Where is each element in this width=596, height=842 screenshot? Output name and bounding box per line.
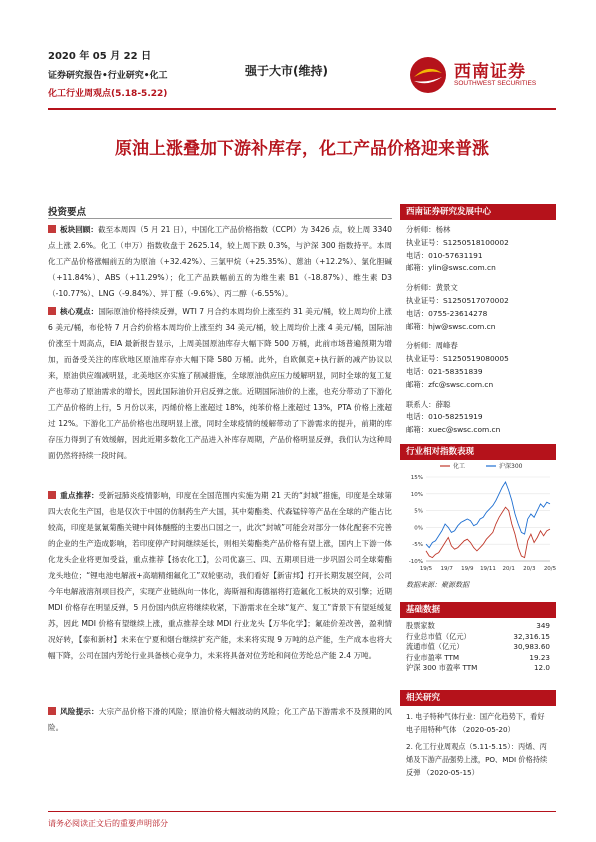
x-tick-label: 19/5 — [419, 566, 433, 572]
analyst-role: 联系人：薛聪 — [406, 399, 451, 409]
analyst-tel: 电话：0755-23614278 — [406, 308, 488, 318]
weekly-title: 化工行业周观点(5.18-5.22) — [48, 89, 168, 99]
research-center — [400, 204, 556, 441]
table-row — [406, 653, 550, 664]
research-center-title: 西南证券研究发展中心 — [400, 204, 556, 220]
table-row — [406, 621, 550, 632]
x-tick-label: 20/1 — [502, 566, 515, 572]
bullet-icon — [48, 707, 56, 715]
report-type: 证券研究报告•行业研究•化工 — [48, 71, 168, 81]
point-review — [48, 222, 392, 302]
analyst-tel: 电话：010-57631191 — [406, 250, 483, 260]
y-tick-label: -5% — [412, 542, 423, 549]
y-tick-label: 10% — [410, 491, 423, 498]
bullet-icon — [48, 307, 56, 315]
chart-source: 数据来源：聚源数据 — [406, 581, 469, 589]
key-value: 19.23 — [529, 652, 550, 662]
analyst-mail[interactable]: 邮箱：hjw@swsc.com.cn — [406, 321, 496, 331]
bullet-icon — [48, 491, 56, 499]
point-core — [48, 304, 392, 464]
analyst-cert: 执业证号：S1250518100002 — [406, 237, 509, 247]
key-value: 32,316.15 — [513, 631, 550, 641]
company-logo — [408, 55, 558, 95]
point-recommend — [48, 488, 392, 664]
key-data — [400, 602, 556, 677]
chart-svg — [400, 459, 556, 577]
y-tick-label: 0% — [414, 525, 423, 532]
table-row — [406, 632, 550, 643]
analyst-role: 分析师：黄景文 — [406, 283, 458, 293]
key-label: 沪深 300 市盈率 TTM — [406, 663, 478, 673]
key-label: 行业市盈率 TTM — [406, 652, 460, 662]
rating: 强于大市(维持) — [245, 64, 328, 78]
logo-en: SOUTHWEST SECURITIES — [454, 80, 537, 87]
legend-label: 沪深300 — [499, 463, 523, 470]
key-data-table — [406, 621, 550, 674]
analyst-cert: 执业证号：S1250517070002 — [406, 295, 509, 305]
analyst-tel: 电话：010-58251919 — [406, 412, 483, 422]
key-data-title: 基础数据 — [400, 602, 556, 618]
chart-section-title: 行业相对指数表现 — [400, 444, 556, 460]
bullet-icon — [48, 225, 56, 233]
y-tick-label: 15% — [410, 475, 423, 481]
logo-cn: 西南证券 — [454, 62, 526, 82]
key-label: 股票家数 — [406, 621, 435, 630]
y-tick-label: 5% — [414, 508, 423, 515]
analyst-role: 分析师：周峰春 — [406, 341, 458, 351]
related-item[interactable]: 1. 电子特种气体行业：国产化趋势下，看好电子用特种气体 （2020-05-20） — [406, 712, 545, 734]
related-title: 相关研究 — [400, 690, 556, 706]
section-title: 投资要点 — [48, 207, 87, 218]
key-value: 30,983.60 — [513, 642, 550, 652]
analyst-mail[interactable]: 邮箱：zfc@swsc.com.cn — [406, 379, 494, 389]
key-value: 12.0 — [533, 663, 550, 673]
point-label: 重点推荐： — [60, 491, 99, 500]
point-text: 国际原油价格持续反弹，WTI 7 月合约本周均价上涨至约 31 美元/桶，较上周均价上涨 6 美元/桶，布伦特 7 月合约价格本周均价上涨至约 34 美元/桶，较上周均价上涨 4 美元/桶，国际油价涨至十周高点，EIA 最新报告显示，上周美国原油库存大幅下降 500 万桶，此前市场普遍预期为增加，而备受关注的库欣地区原油库存亦大幅下降 580 万桶。此外，自欧佩克+执行新的减产协议以来，原油供应端减明显，北美地区亦实施了削减措施，全球原油供应压力缓解明显，同时全球的复工复产也带动了原油需求的增长，因此国际油价开启反弹之旅。近期国际油价的上涨，也充分带动了下游化工产品价格的上行，5 月份以来，丙烯价格上涨超过 18%，纯苯价格上涨超过 13%，PTA 价格上涨超过 12%。下游化工产品价格也出现明显上涨，同时全球疫情的缓解带动了下游需求的提升，前期的库存压力得到了有效缓解，因此近期多数化工产品进入补库存周期，产品价格明显反弹，我们认为这种局面仍然将持续一段时间。 — [48, 307, 392, 460]
point-label: 风险提示： — [60, 707, 99, 716]
page-title: 原油上涨叠加下游补库存，化工产品价格迎来普涨 — [115, 139, 489, 159]
related-item[interactable]: 2. 化工行业周观点（5.11-5.15）：丙烯、丙烯及下游产品强势上涨，PO、MDI 价格持续反弹 （2020-05-15） — [406, 742, 548, 777]
analyst-mail[interactable]: 邮箱：ylin@swsc.com.cn — [406, 263, 496, 273]
legend-label: 化工 — [453, 463, 466, 470]
relative-index-chart — [400, 459, 556, 589]
point-text: 大宗产品价格下滑的风险；原油价格大幅波动的风险；化工产品下游需求不及预期的风险。 — [48, 707, 392, 732]
analyst-mail[interactable]: 邮箱：xuec@swsc.com.cn — [406, 425, 501, 435]
point-text: 受新冠肺炎疫情影响，印度在全国范围内实施为期 21 天的“封城”措施，印度是全球第四大农化生产国，也是仅次于中国的仿制药生产大国，其中菊酯类、代森锰锌等产品在全球的产能占比较高，印度是氯氰菊酯关键中间体醚醛的主要出口国之一，此次“封城”可能会对部分一体化配套不完善的企业的生产造成影响，若印度停产时间继续延长，则相关菊酯类产品价格有望上涨，国内上下游一体化龙头企业将更加受益，重点推荐【扬农化工】，公司优嘉三、四、五期项目进一步巩固公司全球菊酯龙头地位；“锂电池电解液+高端精细氟化工”双轮驱动，我们看好【新宙邦】打开长期发展空间，公司今年电解液溶剂项目投产，实现产业链纵向一体化，海斯福和海德福将打造氟化工板块的双引擎；近期 MDI 价格存在明显反弹，5 月份国内供应将继续收紧，下游需求在全球“复产、复工”背景下有望延缓复苏，因此 MDI 价格有望继续上涨，重点推荐全球 MDI 行业龙头【万华化学】；氟硅价差改善，盈利情况好转，【泰和新材】未来在宁夏和烟台继续扩充产能，未来将实现 9 万吨的总产能，生产成本也将大幅下降，公司在国内芳纶行业具备核心竞争力，未来将具备对位芳纶和间位芳纶总产能 2.4 万吨。 — [48, 491, 393, 660]
point-text: 截至本周四（5 月 21 日），中国化工产品价格指数（CCPI）为 3426 点，较上周 3340 点上涨 2.6%。化工（申万）指数收盘于 2625.14，较上周下跌 0.3%，与沪深 300 指数持平。本周化工产品价格涨幅前五的为原油（+32.42%）、三氯甲烷（+25.35%）、蒽油（+12.2%）、氯化胆碱（+11.84%）、ABS（+11.29%）；化工产品跌幅前五的为维生素 B1（-18.87%）、维生素 D3（-10.77%）、LNG（-9.84%）、异丁醛（-9.6%）、丙二醇（-6.55%）。 — [48, 225, 393, 298]
x-tick-label: 20/3 — [523, 566, 536, 572]
section-divider — [48, 218, 392, 219]
point-risk — [48, 704, 392, 736]
analyst-list — [400, 220, 556, 441]
x-tick-label: 19/11 — [480, 566, 496, 572]
logo-emblem-icon — [408, 55, 448, 95]
point-label: 核心观点： — [60, 307, 99, 316]
footer-divider — [48, 811, 556, 812]
point-label: 板块回顾： — [60, 225, 98, 234]
key-value: 349 — [536, 621, 550, 630]
x-tick-label: 19/7 — [440, 566, 453, 572]
footer-disclaimer: 请务必阅读正文后的重要声明部分 — [48, 819, 168, 828]
x-tick-label: 19/9 — [461, 566, 474, 572]
table-row — [406, 642, 550, 653]
header-divider — [48, 108, 556, 110]
x-tick-label: 20/5 — [543, 566, 556, 572]
analyst-role: 分析师：杨林 — [406, 225, 451, 234]
y-tick-label: -10% — [408, 559, 423, 565]
table-row — [406, 663, 550, 674]
key-label: 流通市值（亿元） — [406, 642, 464, 652]
analyst-cert: 执业证号：S1250519080005 — [406, 354, 509, 364]
report-date: 2020 年 05 月 22 日 — [48, 51, 152, 62]
chart-section — [400, 444, 556, 460]
related-research — [400, 690, 556, 783]
key-label: 行业总市值（亿元） — [406, 631, 471, 641]
analyst-tel: 电话：021-58351839 — [406, 366, 483, 376]
